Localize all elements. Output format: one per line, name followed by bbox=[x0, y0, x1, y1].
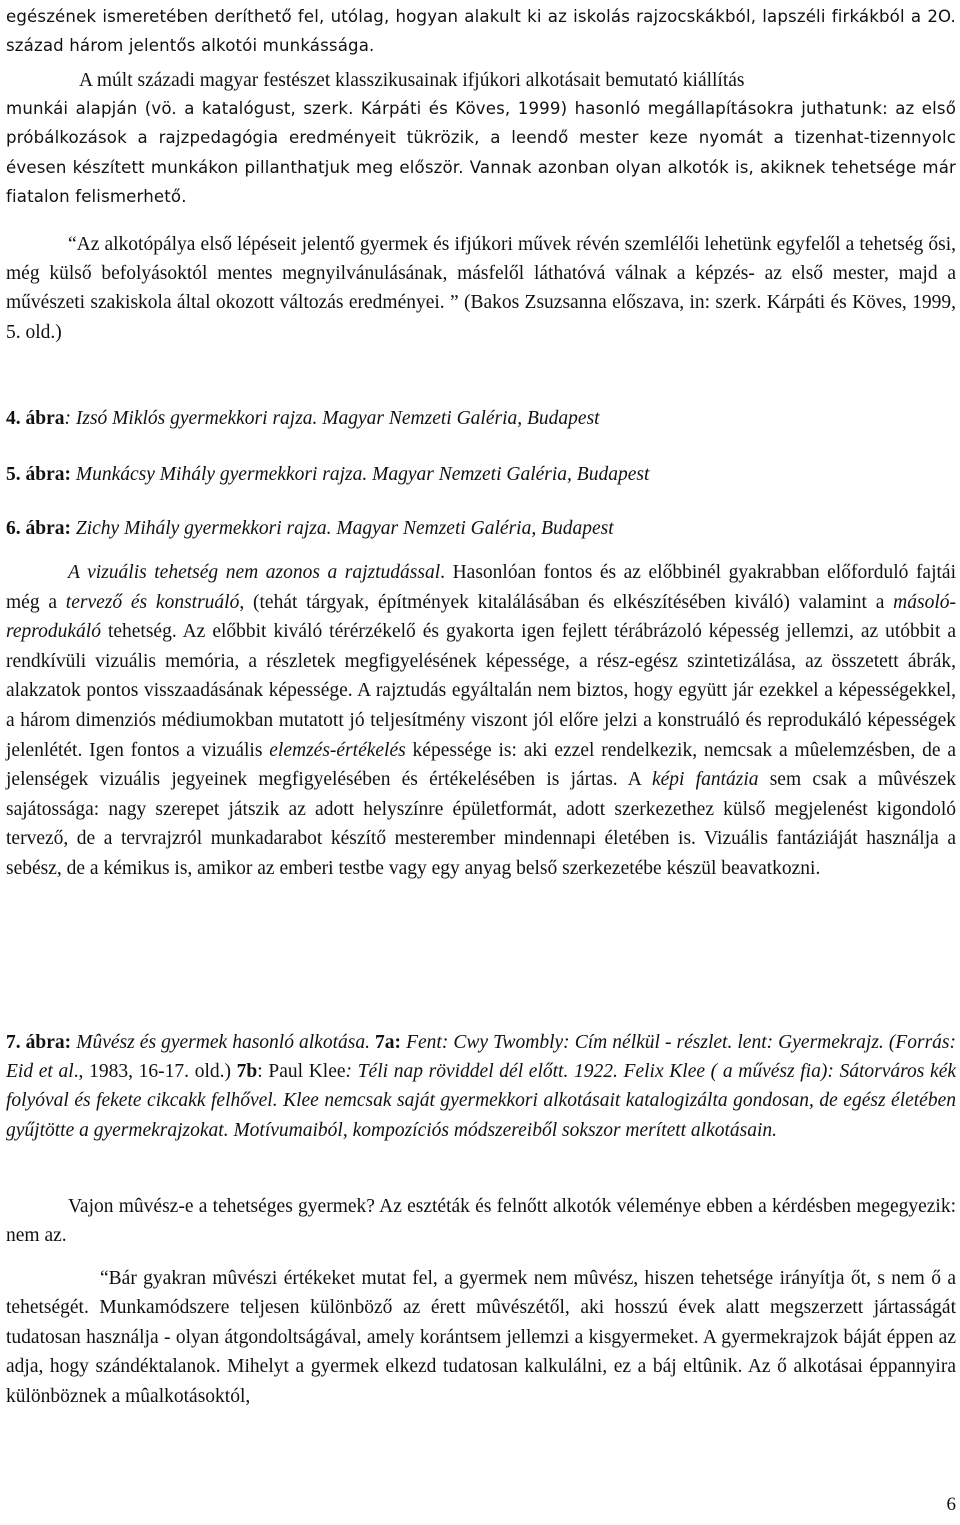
caption-figure-7b-label: 7b bbox=[236, 1061, 258, 1083]
caption-figure-7-text-5: : Paul Klee bbox=[257, 1061, 346, 1083]
caption-figure-5 bbox=[6, 460, 956, 489]
visual-talent-italic-3: elemzés-értékelés bbox=[269, 739, 406, 761]
caption-figure-6-label: 6. ábra: bbox=[6, 518, 71, 539]
visual-talent-text-4: képessége is: aki ezzel rendelkezik, nemcsak a mûelemzésben, de a jelenségek vizuális jegyeinek megfigyelésében és értékelésében is jártas. A bbox=[6, 739, 956, 791]
caption-figure-7-text-1: Mûvész és gyermek hasonló alkotása. bbox=[71, 1032, 376, 1053]
caption-figure-4-text: : Izsó Miklós gyermekkori rajza. Magyar Nemzeti Galéria, Budapest bbox=[64, 408, 600, 429]
visual-talent-italic-1: tervező és konstruáló bbox=[65, 591, 240, 613]
visual-talent-lead: A vizuális tehetség nem azonos a rajztudással bbox=[68, 562, 441, 583]
paragraph-intro: egészének ismeretében deríthető fel, utólag, hogyan alakult ki az iskolás rajzocskákból, lapszéli firkákból a 2O. század három jelentős alkotói munkássága. bbox=[6, 7, 956, 56]
visual-talent-text-5: sem csak a mûvészek sajátossága: nagy szerepet játszik az adott helyszínre épületformát, adott szerkezethez külső megjelenést kigondoló tervező, de a tervrajzról munkadarabot készítő mesterember mindennapi életében is. Vizuális fantáziáját használja a sebész, de a kémikus is, amikor az emberi testbe vagy egy anyag belső szerkezetébe készül beavatkozni. bbox=[6, 769, 956, 879]
paragraph-visual-talent bbox=[6, 558, 956, 884]
visual-talent-text-2: , (tehát tárgyak, építmények kitalálásában és elkészítésében kiváló) valamint a bbox=[239, 591, 894, 613]
page-number: 6 bbox=[946, 1494, 956, 1515]
paragraph-exhibition bbox=[6, 66, 956, 211]
caption-figure-7-text-4: -17. old.) bbox=[158, 1061, 237, 1083]
quote-child-artist: “Bár gyakran mûvészi értékeket mutat fel, a gyermek nem mûvész, hiszen tehetsége irányítja őt, s nem ő a tehetségét. Munkamódszere teljesen különböző az érett mûvészétől, aki hosszú évek alatt megszerzett jártasságát tudatosan használja - olyan átgondoltságával, amely korántsem jellemzi a kisgyermeket. A gyermekrajzok báját éppen az adja, hogy szándéktalanok. Mihelyt a gyermek elkezd tudatosan kalkulálni, ez a báj eltûnik. Az ő alkotásai éppannyira különböznek a mûalkotásoktól, bbox=[6, 1268, 956, 1407]
caption-figure-6 bbox=[6, 514, 956, 543]
caption-figure-7-text-2: Fent: Cwy Twombly: Cím nélkül - részlet. lent: Gyermekrajz. (Forrás: Eid et al bbox=[6, 1032, 957, 1083]
quote-bakos: “Az alkotópálya első lépéseit jelentő gyermek és ifjúkori művek révén szemlélői lehetünk egyfelől a tehetség ősi, még külső befolyásoktól mentes megnyilvánulásának, másfelől láthatóvá válnak a képzés- az első mester, majd a művészeti szakiskola által okozott változás eredményei. ” (Bakos Zsuzsanna előszava, in: szerk. Kárpáti és Köves, 1999, 5. old.) bbox=[6, 234, 956, 343]
caption-figure-4 bbox=[6, 404, 956, 433]
caption-figure-4-label: 4. ábra bbox=[6, 408, 65, 429]
visual-talent-text-3: tehetség. Az előbbit kiváló térérzékelő és gyakorta igen fejlett térábrázoló képesség jellemzi, az utóbbit a rendkívüli vizuális memória, a részletek megfigyelésének képessége, a rész-egész szintetizálása, az összetett ábrák, alakzatok pontos visszaadásának képessége. A rajztudás egyáltalán nem biztos, hogy együtt jár ezekkel a képességekkel, a három dimenziós médiumokban mutatott jó teljesítmény viszont jól előre jelzi a konstruáló és reprodukáló képességek jelenlétét. Igen fontos a vizuális bbox=[6, 621, 956, 761]
visual-talent-italic-2: másoló-reprodukáló bbox=[6, 591, 956, 643]
visual-talent-italic-4: képi fantázia bbox=[652, 769, 759, 791]
caption-figure-7-text-3: ., 1983, 16 bbox=[73, 1061, 159, 1083]
caption-figure-5-text: Munkácsy Mihály gyermekkori rajza. Magyar Nemzeti Galéria, Budapest bbox=[71, 464, 650, 485]
caption-figure-7a-label: 7a: bbox=[375, 1032, 402, 1053]
paragraph-question: Vajon mûvész-e a tehetséges gyermek? Az esztéták és felnőtt alkotók véleménye ebben a kérdésben megegyezik: nem az. bbox=[6, 1196, 956, 1247]
paragraph-exhibition-rest: munkái alapján (vö. a katalógust, szerk. Kárpáti és Köves, 1999) hasonló megállapításokra juthatunk: az első próbálkozások a rajzpedagógia eredményeit tükrözik, a leendő mester keze nyomát a tizenhat-tizennyolc évesen készített munkákon pillanthatjuk meg először. Vannak azonban olyan alkotók is, akiknek tehetsége már fiatalon felismerhető. bbox=[6, 99, 956, 206]
visual-talent-text-1: . Hasonlóan fontos és az előbbinél gyakrabban előforduló fajtái még a bbox=[6, 562, 956, 613]
caption-figure-7 bbox=[6, 1028, 956, 1145]
caption-figure-7-label: 7. ábra: bbox=[6, 1032, 72, 1053]
paragraph-exhibition-first: A múlt századi magyar festészet klasszikusainak ifjúkori alkotásait bemutató kiállítás bbox=[79, 70, 745, 91]
caption-figure-6-text: Zichy Mihály gyermekkori rajza. Magyar Nemzeti Galéria, Budapest bbox=[71, 518, 614, 539]
caption-figure-7-text-6: : Téli nap röviddel dél előtt. 1922. Felix Klee ( a művész fia): Sátorváros kék folyóval és fekete cikcakk felhővel. Klee nemcsak saját gyermekkori alkotásait katalogizálta gondosan, de egész életében gyűjtötte a gyermekrajzokat. Motívumaiból, kompozíciós módszereiből sokszor merített alkotásain. bbox=[6, 1061, 957, 1141]
caption-figure-5-label: 5. ábra: bbox=[6, 464, 71, 485]
